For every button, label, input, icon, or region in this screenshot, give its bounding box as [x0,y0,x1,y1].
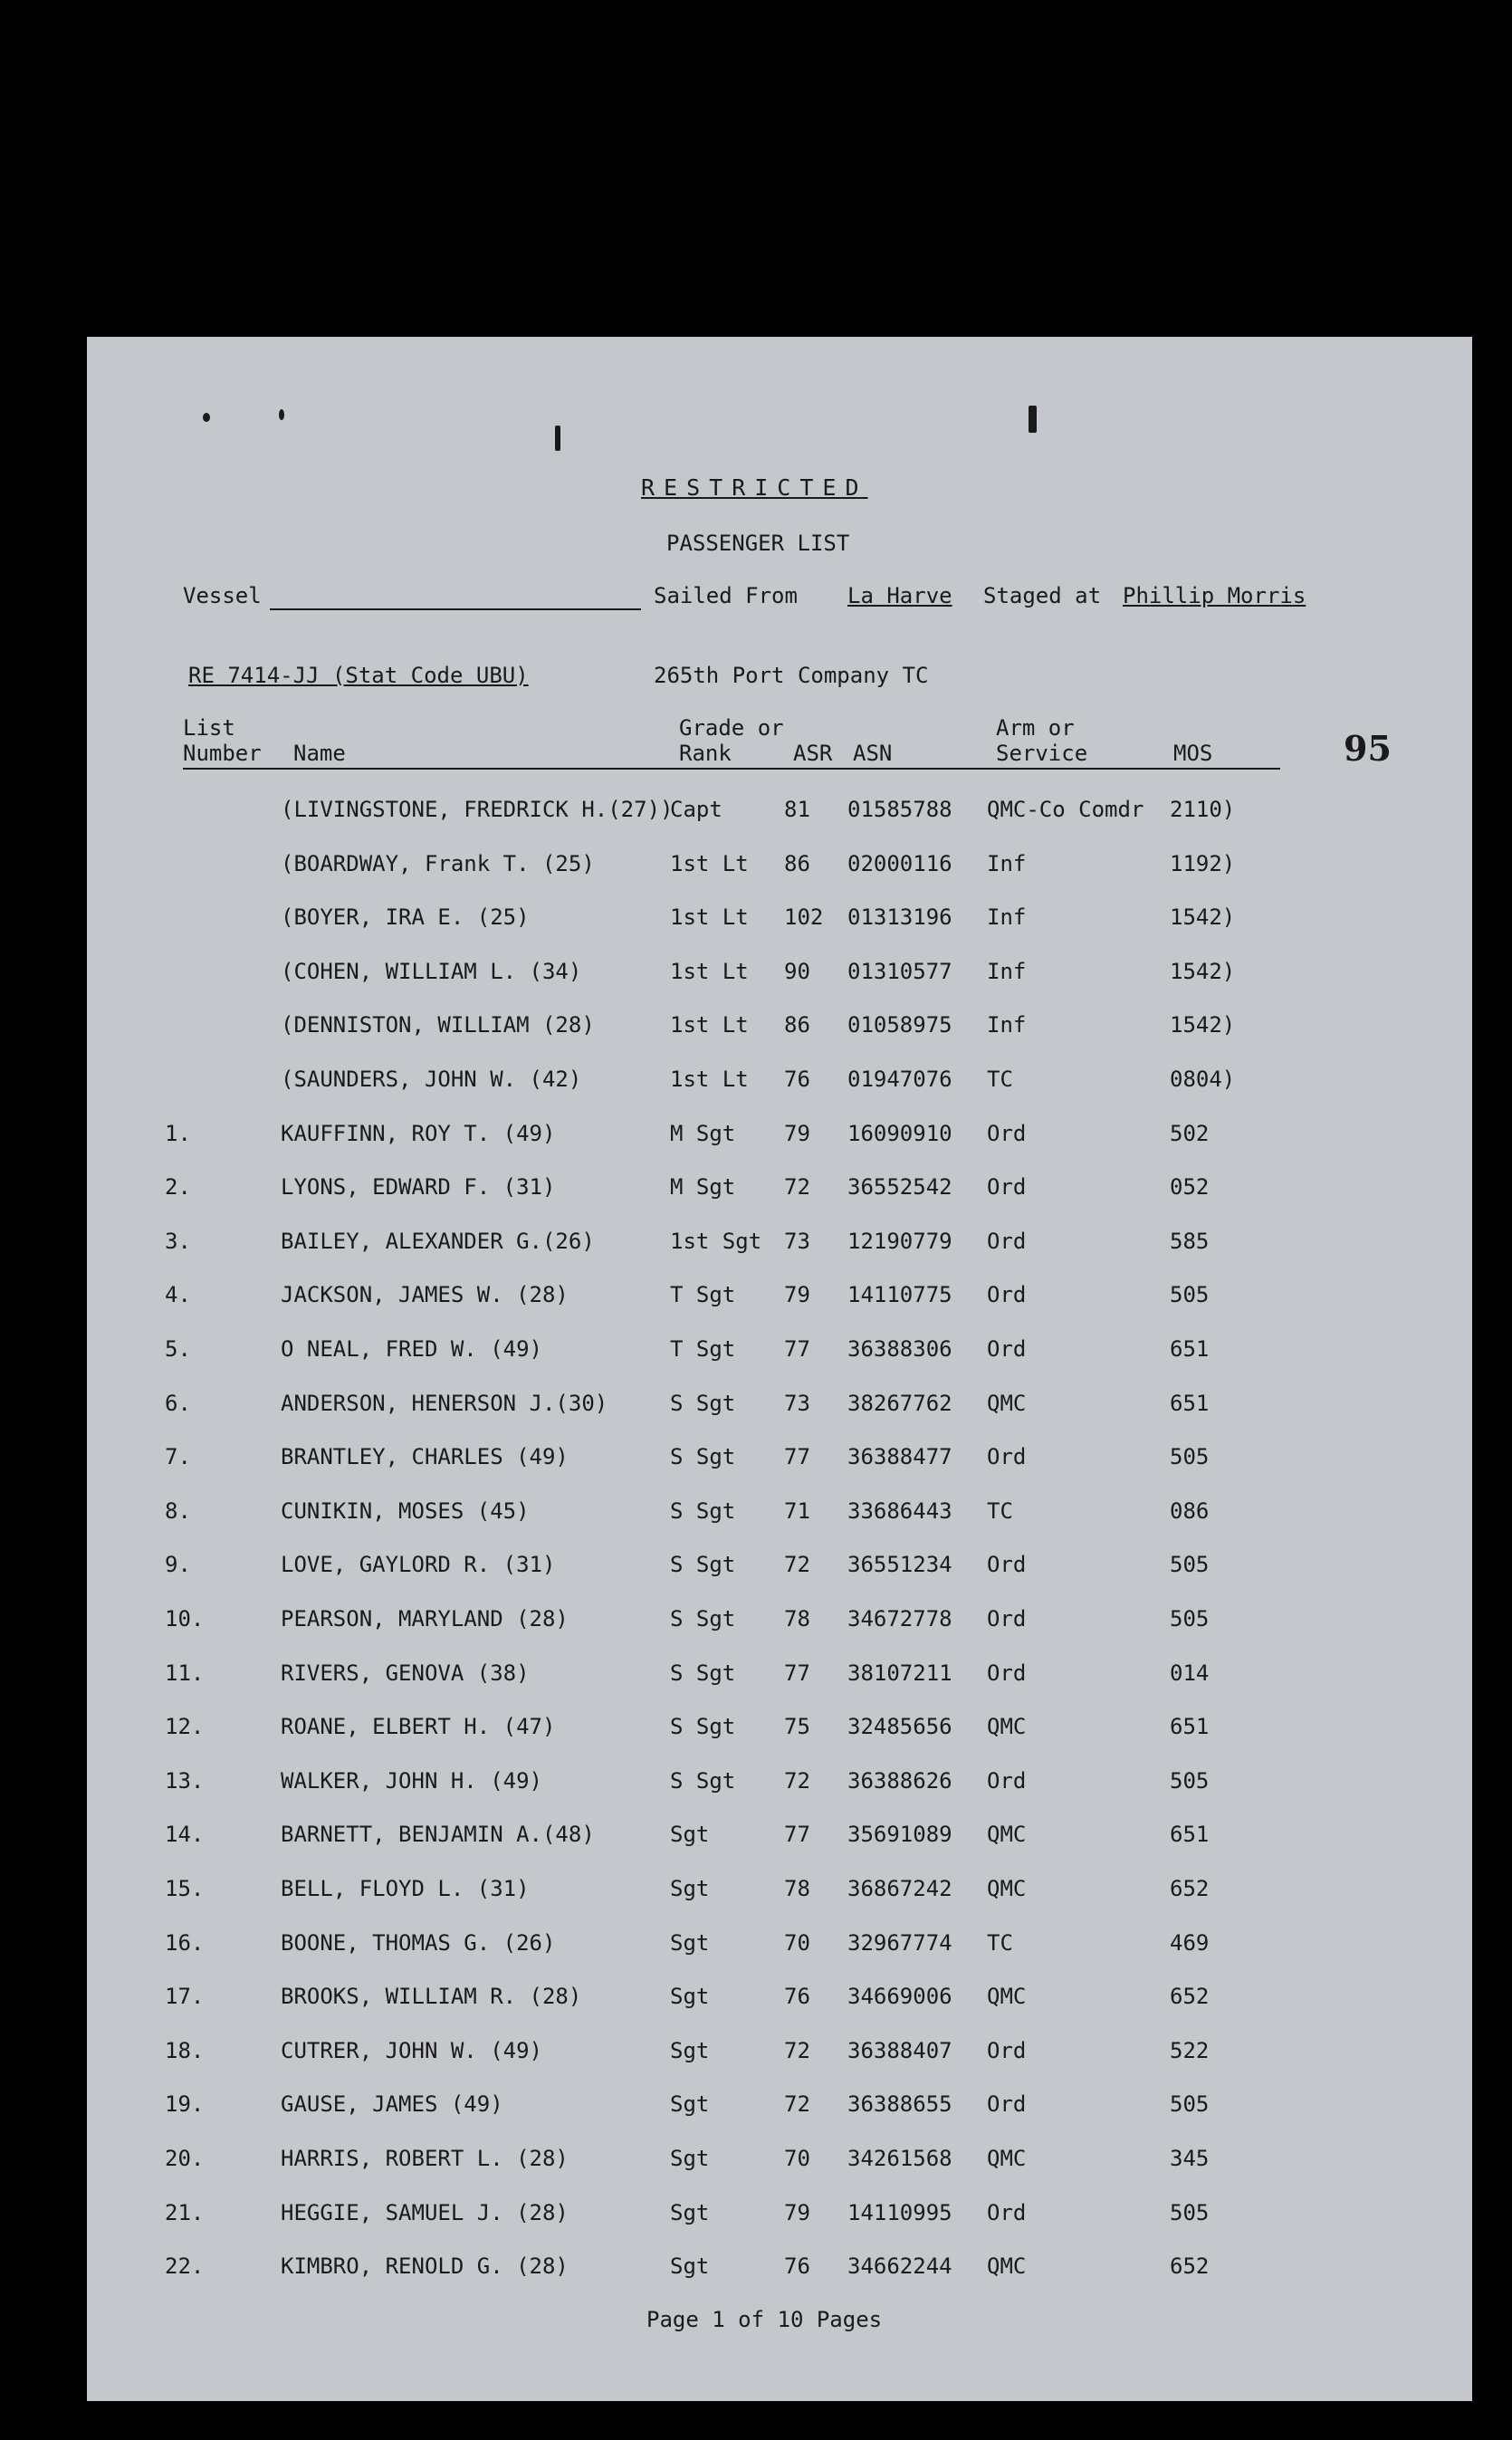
row-asr: 71 [784,1498,810,1524]
row-asr: 70 [784,2146,810,2171]
row-asn: 14110995 [847,2200,952,2225]
row-asn: 01585788 [847,797,952,822]
row-asn: 01947076 [847,1067,952,1092]
col-grade-line1: Grade or [679,715,784,741]
row-rank: 1st Lt [670,904,749,930]
row-mos: 585 [1170,1229,1210,1254]
row-arm-service: Ord [987,1768,1027,1794]
row-rank: Sgt [670,1984,710,2009]
sailed-from-value: La Harve [847,583,952,608]
row-list-number: 19. [165,2091,205,2117]
row-mos: 505 [1170,1444,1210,1469]
row-list-number: 6. [165,1391,191,1416]
row-mos: 1192) [1170,851,1236,876]
row-mos: 014 [1170,1660,1210,1686]
row-asr: 75 [784,1714,810,1739]
row-name: (DENNISTON, WILLIAM (28) [281,1012,595,1038]
row-asr: 81 [784,797,810,822]
re-code: RE 7414-JJ (Stat Code UBU) [188,663,529,688]
row-name: LYONS, EDWARD F. (31) [281,1174,556,1200]
row-asr: 76 [784,2253,810,2279]
staged-at-label: Staged at [983,583,1102,608]
row-asn: 12190779 [847,1229,952,1254]
row-rank: Sgt [670,2146,710,2171]
row-name: KIMBRO, RENOLD G. (28) [281,2253,569,2279]
row-name: CUNIKIN, MOSES (45) [281,1498,530,1524]
document-page [87,337,1472,2401]
row-list-number: 22. [165,2253,205,2279]
row-mos: 0804) [1170,1067,1236,1092]
row-rank: Sgt [670,2038,710,2063]
row-arm-service: QMC [987,2253,1027,2279]
page-footer: Page 1 of 10 Pages [646,2307,883,2332]
row-rank: S Sgt [670,1714,736,1739]
row-rank: 1st Lt [670,1067,749,1092]
vessel-label: Vessel [183,583,262,608]
row-rank: 1st Sgt [670,1229,762,1254]
row-asn: 34669006 [847,1984,952,2009]
row-list-number: 15. [165,1876,205,1901]
row-rank: 1st Lt [670,851,749,876]
ink-mark [1029,406,1037,433]
row-name: ROANE, ELBERT H. (47) [281,1714,556,1739]
row-mos: 652 [1170,2253,1210,2279]
row-arm-service: QMC [987,2146,1027,2171]
header-rule [183,768,1280,770]
row-name: HARRIS, ROBERT L. (28) [281,2146,569,2171]
row-asr: 73 [784,1391,810,1416]
row-name: (BOYER, IRA E. (25) [281,904,530,930]
row-name: BARNETT, BENJAMIN A.(48) [281,1822,595,1847]
row-rank: S Sgt [670,1768,736,1794]
row-asn: 34662244 [847,2253,952,2279]
row-list-number: 4. [165,1282,191,1307]
row-arm-service: QMC [987,1984,1027,2009]
row-list-number: 1. [165,1121,191,1146]
row-asn: 36388407 [847,2038,952,2063]
row-asn: 38267762 [847,1391,952,1416]
row-list-number: 10. [165,1606,205,1631]
row-mos: 1542) [1170,959,1236,984]
row-asr: 76 [784,1067,810,1092]
row-arm-service: Ord [987,1229,1027,1254]
row-rank: T Sgt [670,1336,736,1362]
row-asr: 86 [784,851,810,876]
row-asr: 73 [784,1229,810,1254]
row-rank: Capt [670,797,723,822]
row-arm-service: Ord [987,1606,1027,1631]
row-name: PEARSON, MARYLAND (28) [281,1606,569,1631]
ink-mark [555,426,560,451]
row-asn: 02000116 [847,851,952,876]
row-rank: T Sgt [670,1282,736,1307]
row-mos: 522 [1170,2038,1210,2063]
row-name: BOONE, THOMAS G. (26) [281,1930,556,1956]
row-mos: 651 [1170,1336,1210,1362]
row-arm-service: Ord [987,1660,1027,1686]
staged-at-value: Phillip Morris [1123,583,1306,608]
row-mos: 1542) [1170,1012,1236,1038]
row-asn: 36552542 [847,1174,952,1200]
row-asr: 79 [784,2200,810,2225]
row-rank: S Sgt [670,1660,736,1686]
row-asr: 72 [784,1552,810,1577]
row-asr: 77 [784,1444,810,1469]
row-mos: 505 [1170,2200,1210,2225]
row-name: BAILEY, ALEXANDER G.(26) [281,1229,595,1254]
row-asr: 72 [784,2038,810,2063]
col-mos: MOS [1173,741,1213,766]
row-rank: M Sgt [670,1121,736,1146]
row-list-number: 17. [165,1984,205,2009]
row-rank: Sgt [670,2200,710,2225]
row-mos: 651 [1170,1714,1210,1739]
row-rank: 1st Lt [670,1012,749,1038]
row-arm-service: Ord [987,2038,1027,2063]
row-arm-service: QMC [987,1876,1027,1901]
row-arm-service: Ord [987,1121,1027,1146]
row-asr: 79 [784,1121,810,1146]
document-title: RESTRICTED [641,474,868,501]
row-asn: 36867242 [847,1876,952,1901]
row-asr: 77 [784,1822,810,1847]
row-mos: 651 [1170,1391,1210,1416]
row-list-number: 11. [165,1660,205,1686]
row-list-number: 14. [165,1822,205,1847]
row-asr: 90 [784,959,810,984]
row-name: ANDERSON, HENERSON J.(30) [281,1391,608,1416]
col-list-number-line2: Number [183,741,262,766]
row-mos: 505 [1170,1606,1210,1631]
row-mos: 345 [1170,2146,1210,2171]
col-list-number-line1: List [183,715,235,741]
row-asn: 36551234 [847,1552,952,1577]
row-list-number: 18. [165,2038,205,2063]
row-asn: 36388626 [847,1768,952,1794]
row-list-number: 9. [165,1552,191,1577]
row-arm-service: Ord [987,2200,1027,2225]
row-rank: Sgt [670,2253,710,2279]
row-arm-service: Inf [987,1012,1027,1038]
row-arm-service: TC [987,1067,1013,1092]
row-mos: 469 [1170,1930,1210,1956]
row-rank: S Sgt [670,1444,736,1469]
row-list-number: 2. [165,1174,191,1200]
row-asn: 14110775 [847,1282,952,1307]
row-arm-service: Inf [987,851,1027,876]
col-name: Name [293,741,346,766]
document-subtitle: PASSENGER LIST [666,531,850,556]
row-list-number: 16. [165,1930,205,1956]
row-rank: Sgt [670,1876,710,1901]
row-asr: 72 [784,1174,810,1200]
row-list-number: 3. [165,1229,191,1254]
row-name: JACKSON, JAMES W. (28) [281,1282,569,1307]
row-asn: 36388477 [847,1444,952,1469]
row-name: BELL, FLOYD L. (31) [281,1876,530,1901]
row-rank: S Sgt [670,1606,736,1631]
page-number: 95 [1344,728,1392,769]
row-name: KAUFFINN, ROY T. (49) [281,1121,556,1146]
row-mos: 505 [1170,1768,1210,1794]
col-grade-line2: Rank [679,741,732,766]
row-arm-service: QMC [987,1822,1027,1847]
row-rank: Sgt [670,2091,710,2117]
row-arm-service: Inf [987,904,1027,930]
row-asr: 72 [784,1768,810,1794]
ink-mark [279,409,284,420]
row-rank: S Sgt [670,1498,736,1524]
row-mos: 1542) [1170,904,1236,930]
row-asn: 36388306 [847,1336,952,1362]
row-name: BRANTLEY, CHARLES (49) [281,1444,569,1469]
row-arm-service: QMC [987,1714,1027,1739]
col-arm-line1: Arm or [996,715,1075,741]
row-arm-service: TC [987,1498,1013,1524]
row-asr: 86 [784,1012,810,1038]
row-asn: 01310577 [847,959,952,984]
row-list-number: 5. [165,1336,191,1362]
row-mos: 502 [1170,1121,1210,1146]
row-asn: 38107211 [847,1660,952,1686]
row-asn: 35691089 [847,1822,952,1847]
row-asn: 16090910 [847,1121,952,1146]
row-rank: Sgt [670,1930,710,1956]
row-list-number: 21. [165,2200,205,2225]
row-name: (LIVINGSTONE, FREDRICK H.(27)) [281,797,674,822]
col-asr: ASR [793,741,833,766]
row-name: RIVERS, GENOVA (38) [281,1660,530,1686]
row-arm-service: Ord [987,1174,1027,1200]
row-list-number: 8. [165,1498,191,1524]
row-name: (SAUNDERS, JOHN W. (42) [281,1067,582,1092]
row-arm-service: Inf [987,959,1027,984]
row-mos: 651 [1170,1822,1210,1847]
row-asn: 36388655 [847,2091,952,2117]
row-mos: 2110) [1170,797,1236,822]
col-arm-line2: Service [996,741,1088,766]
row-asn: 33686443 [847,1498,952,1524]
row-mos: 505 [1170,2091,1210,2117]
row-arm-service: QMC-Co Comdr [987,797,1144,822]
row-rank: 1st Lt [670,959,749,984]
col-asn: ASN [853,741,893,766]
row-rank: S Sgt [670,1391,736,1416]
row-mos: 086 [1170,1498,1210,1524]
row-arm-service: Ord [987,1552,1027,1577]
row-asr: 70 [784,1930,810,1956]
row-arm-service: Ord [987,1444,1027,1469]
row-asr: 76 [784,1984,810,2009]
row-name: WALKER, JOHN H. (49) [281,1768,542,1794]
sailed-from-label: Sailed From [654,583,798,608]
row-name: GAUSE, JAMES (49) [281,2091,503,2117]
row-name: O NEAL, FRED W. (49) [281,1336,542,1362]
row-asr: 78 [784,1606,810,1631]
row-asn: 01313196 [847,904,952,930]
row-asr: 79 [784,1282,810,1307]
row-list-number: 7. [165,1444,191,1469]
row-rank: S Sgt [670,1552,736,1577]
row-mos: 652 [1170,1876,1210,1901]
unit-name: 265th Port Company TC [654,663,929,688]
row-asn: 32485656 [847,1714,952,1739]
row-asr: 77 [784,1660,810,1686]
vessel-blank-line [270,608,641,610]
row-arm-service: Ord [987,2091,1027,2117]
row-arm-service: Ord [987,1282,1027,1307]
row-name: (COHEN, WILLIAM L. (34) [281,959,582,984]
row-mos: 052 [1170,1174,1210,1200]
row-rank: M Sgt [670,1174,736,1200]
row-name: LOVE, GAYLORD R. (31) [281,1552,556,1577]
row-asr: 77 [784,1336,810,1362]
row-list-number: 20. [165,2146,205,2171]
row-asn: 32967774 [847,1930,952,1956]
row-asr: 72 [784,2091,810,2117]
row-name: CUTRER, JOHN W. (49) [281,2038,542,2063]
row-asr: 78 [784,1876,810,1901]
row-name: (BOARDWAY, Frank T. (25) [281,851,595,876]
ink-mark [203,413,210,422]
row-asn: 34672778 [847,1606,952,1631]
row-list-number: 12. [165,1714,205,1739]
row-asn: 34261568 [847,2146,952,2171]
row-arm-service: TC [987,1930,1013,1956]
row-arm-service: QMC [987,1391,1027,1416]
row-name: BROOKS, WILLIAM R. (28) [281,1984,582,2009]
row-mos: 505 [1170,1282,1210,1307]
row-arm-service: Ord [987,1336,1027,1362]
row-mos: 652 [1170,1984,1210,2009]
row-name: HEGGIE, SAMUEL J. (28) [281,2200,569,2225]
row-mos: 505 [1170,1552,1210,1577]
row-asn: 01058975 [847,1012,952,1038]
row-rank: Sgt [670,1822,710,1847]
row-list-number: 13. [165,1768,205,1794]
row-asr: 102 [784,904,824,930]
